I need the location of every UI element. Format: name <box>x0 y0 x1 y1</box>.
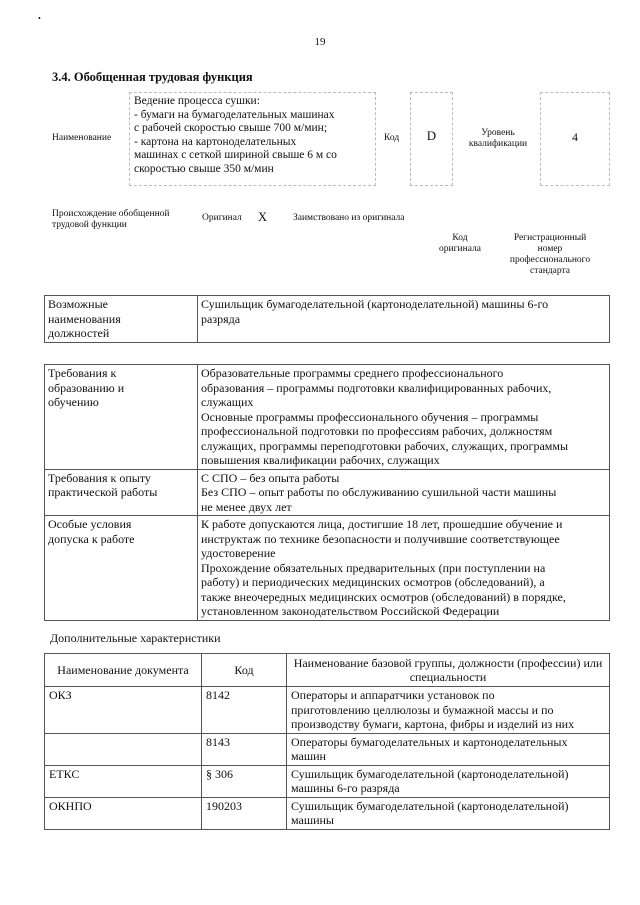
code-cell: 190203 <box>202 797 287 829</box>
doc-cell: ЕТКС <box>45 765 202 797</box>
code-original-label: Код оригинала <box>439 233 481 254</box>
table-row <box>45 797 610 829</box>
req-label: Особые условия допуска к работе <box>45 516 198 621</box>
qualification-label: Уровень квалификации <box>468 128 528 149</box>
documents-table <box>44 653 610 830</box>
group-cell: Сушильщик бумагоделательной (картоноделательной) машины 6-го разряда <box>287 765 610 797</box>
function-name-line: - картона на картоноделательных <box>134 135 297 148</box>
req-label: Требования к опыту практической работы <box>45 469 198 516</box>
function-name-line: - бумаги на бумагоделательных машинах <box>134 108 335 121</box>
code-cell: 8142 <box>202 687 287 734</box>
table-header-row <box>45 654 610 687</box>
table-row <box>45 516 610 621</box>
col-header-document: Наименование документа <box>45 654 202 687</box>
positions-value: Сушильщик бумагоделательной (картоноделательной) машины 6-го разряда <box>198 296 610 343</box>
doc-cell: ОКЗ <box>45 687 202 734</box>
code-label: Код <box>384 133 400 143</box>
code-cell: 8143 <box>202 733 287 765</box>
positions-table <box>44 295 610 343</box>
table-row <box>45 365 610 470</box>
group-cell: Операторы бумагоделательных и картоноделательных машин <box>287 733 610 765</box>
doc-cell <box>45 733 202 765</box>
function-name-line: с рабочей скоростью свыше 700 м/мин; <box>134 122 328 134</box>
table-row <box>45 733 610 765</box>
col-header-code: Код <box>202 654 287 687</box>
function-name-line: машинах с сеткой шириной свыше 6 м со <box>134 149 337 161</box>
doc-cell: ОКНПО <box>45 797 202 829</box>
req-label: Требования к образованию и обучению <box>45 365 198 470</box>
req-value: Образовательные программы среднего профессионального образования – программы подготовки квалифицированных рабочих, служащих Основные программы профессионального обучения – программы профессиональной подготовки по профессиям рабочих, должностям служащих, программы переподготовки рабочих, служащих, программы повышения квалификации рабочих, служащих <box>198 365 610 470</box>
group-cell: Операторы и аппаратчики установок по приготовлению целлюлозы и бумажной массы и по производству бумаги, картона, фибры и изделий из них <box>287 687 610 734</box>
col-header-group: Наименование базовой группы, должности (профессии) или специальности <box>287 654 610 687</box>
section-title: 3.4. Обобщенная трудовая функция <box>52 70 253 84</box>
page-number: 19 <box>314 36 326 48</box>
original-label: Оригинал <box>202 213 242 223</box>
function-name-line: скоростью свыше 350 м/мин <box>134 162 274 175</box>
code-value: D <box>426 128 437 143</box>
origin-label: Происхождение обобщенной трудовой функции <box>52 209 170 230</box>
original-mark: X <box>258 210 268 224</box>
additional-title: Дополнительные характеристики <box>50 631 221 645</box>
requirements-table <box>44 364 610 621</box>
table-row <box>45 469 610 516</box>
reg-number-label: Регистрационный номер профессионального стандарта <box>509 233 591 276</box>
positions-label: Возможные наименования должностей <box>45 296 198 343</box>
level-value: 4 <box>572 130 578 144</box>
table-row <box>45 765 610 797</box>
req-value: К работе допускаются лица, достигшие 18 лет, прошедшие обучение и инструктаж по технике безопасности и получившие соответствующее удостоверение Прохождение обязательных предварительных (при поступлении на работу) и периодических медицинских осмотров (обследований), а также внеочередных медицинских осмотров (обследований) в порядке, установленном законодательством Российской Федерации <box>198 516 610 621</box>
borrowed-label: Заимствовано из оригинала <box>293 213 405 223</box>
name-label: Наименование <box>52 133 112 143</box>
req-value: С СПО – без опыта работы Без СПО – опыт работы по обслуживанию сушильной части машины не менее двух лет <box>198 469 610 516</box>
group-cell: Сушильщик бумагоделательной (картоноделательной) машины <box>287 797 610 829</box>
function-name <box>134 95 337 176</box>
table-row <box>45 687 610 734</box>
scan-speck: • <box>38 14 41 23</box>
function-name-line: Ведение процесса сушки: <box>134 95 260 107</box>
code-cell: § 306 <box>202 765 287 797</box>
